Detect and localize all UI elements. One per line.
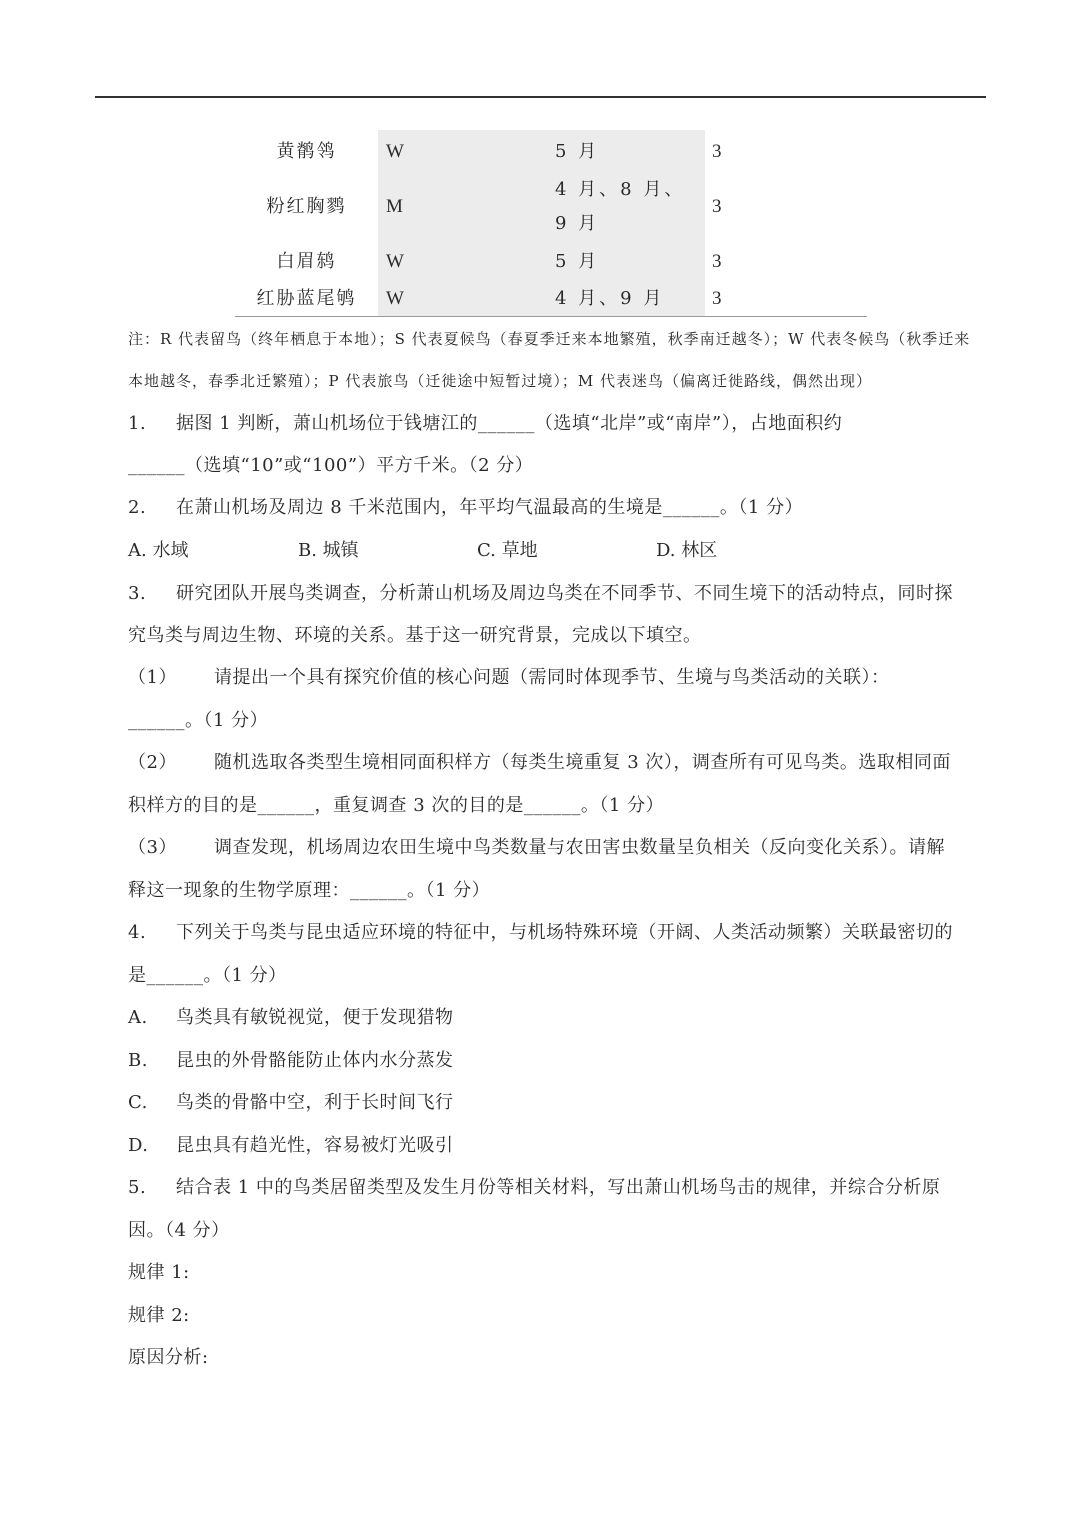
option-letter: B. xyxy=(128,1050,148,1071)
option-c xyxy=(128,1091,454,1115)
residence-type: M xyxy=(386,196,403,217)
option-letter: A. xyxy=(128,1007,148,1028)
question-2 xyxy=(128,496,803,520)
question-number: 1. xyxy=(128,413,147,434)
occurrence-months: 4 月、9 月 xyxy=(555,288,665,309)
question-number: 2. xyxy=(128,497,147,518)
sub-number: （3） xyxy=(128,837,177,858)
question-4 xyxy=(128,921,953,945)
option-letter: D. xyxy=(128,1135,149,1156)
question-4-cont: 是______。（1 分） xyxy=(128,965,287,986)
occurrence-months: 5 月 xyxy=(555,251,600,272)
option-a xyxy=(128,1006,454,1030)
question-3-cont: 究鸟类与周边生物、环境的关系。基于这一研究背景，完成以下填空。 xyxy=(128,625,702,646)
option-d: D. 林区 xyxy=(656,540,718,561)
question-3-sub-1 xyxy=(128,666,890,690)
sub-number: （2） xyxy=(128,752,177,773)
strike-count: 3 xyxy=(712,141,722,162)
sub-number: （1） xyxy=(128,667,177,688)
reason-analysis-label: 原因分析: xyxy=(128,1347,209,1368)
occurrence-months: 5 月 xyxy=(555,141,600,162)
question-text: 研究团队开展鸟类调查，分析萧山机场及周边鸟类在不同季节、不同生境下的活动特点，同时探 xyxy=(176,583,953,604)
residence-type: W xyxy=(386,251,404,272)
rule-2-label: 规律 2: xyxy=(128,1305,190,1326)
bird-name: 白眉鸫 xyxy=(276,251,337,272)
sub-text: 随机选取各类型生境相同面积样方（每类生境重复 3 次），调查所有可见鸟类。选取相同面 xyxy=(214,752,951,773)
question-3-sub-2 xyxy=(128,751,951,775)
top-rule xyxy=(95,96,986,98)
sub-text: 请提出一个具有探究价值的核心问题（需同时体现季节、生境与鸟类活动的关联）： xyxy=(214,667,890,688)
residence-type: W xyxy=(386,288,404,309)
strike-count: 3 xyxy=(712,251,722,272)
option-letter: C. xyxy=(128,1092,148,1113)
question-text: 下列关于鸟类与昆虫适应环境的特征中，与机场特殊环境（开阔、人类活动频繁）关联最密切的 xyxy=(176,922,953,943)
option-text: 昆虫的外骨骼能防止体内水分蒸发 xyxy=(176,1050,454,1071)
bird-name: 黄鹡鸰 xyxy=(276,141,337,162)
question-3-sub-3 xyxy=(128,836,945,860)
sub-text: 调查发现，机场周边农田生境中鸟类数量与农田害虫数量呈负相关（反向变化关系）。请解 xyxy=(214,837,945,858)
question-text: 结合表 1 中的鸟类居留类型及发生月份等相关材料，写出萧山机场鸟击的规律，并综合分析原 xyxy=(176,1177,941,1198)
option-text: 昆虫具有趋光性，容易被灯光吸引 xyxy=(176,1135,454,1156)
question-text: 据图 1 判断，萧山机场位于钱塘江的______（选填“北岸”或“南岸”），占地面积约 xyxy=(176,413,843,434)
option-b: B. 城镇 xyxy=(298,540,359,561)
table-note-line-1: 注：R 代表留鸟（终年栖息于本地）；S 代表夏候鸟（春夏季迁来本地繁殖，秋季南迁越冬）；W 代表冬候鸟（秋季迁来 xyxy=(128,330,971,348)
option-d xyxy=(128,1134,454,1158)
rule-1-label: 规律 1: xyxy=(128,1262,190,1283)
question-number: 5. xyxy=(128,1177,147,1198)
residence-type: W xyxy=(386,141,404,162)
question-text: 在萧山机场及周边 8 千米范围内，年平均气温最高的生境是______。（1 分） xyxy=(176,497,804,518)
option-text: 鸟类的骨骼中空，利于长时间飞行 xyxy=(176,1092,454,1113)
table-note-line-2: 本地越冬，春季北迁繁殖）；P 代表旅鸟（迁徙途中短暂过境）；M 代表迷鸟（偏离迁徙路线，偶然出现） xyxy=(128,372,872,390)
question-5 xyxy=(128,1176,940,1200)
option-b xyxy=(128,1049,454,1073)
question-1-cont: ______（选填“10”或“100”）平方千米。（2 分） xyxy=(128,455,534,476)
strike-count: 3 xyxy=(712,196,722,217)
option-c: C. 草地 xyxy=(477,540,538,561)
bird-name: 粉红胸鹨 xyxy=(266,196,347,217)
option-a: A. 水域 xyxy=(128,540,189,561)
question-3-sub-2-cont: 积样方的目的是______，重复调查 3 次的目的是______。（1 分） xyxy=(128,795,665,816)
question-3-sub-3-cont: 释这一现象的生物学原理：______。（1 分） xyxy=(128,880,491,901)
question-3 xyxy=(128,582,953,606)
question-5-cont: 因。（4 分） xyxy=(128,1220,230,1241)
strike-count: 3 xyxy=(712,288,722,309)
question-3-sub-1-cont: ______。（1 分） xyxy=(128,710,269,731)
question-1 xyxy=(128,412,842,436)
question-number: 3. xyxy=(128,583,147,604)
bird-name: 红胁蓝尾鸲 xyxy=(256,288,357,309)
question-number: 4. xyxy=(128,922,147,943)
occurrence-months: 4 月、8 月、9 月 xyxy=(555,179,686,234)
option-text: 鸟类具有敏锐视觉，便于发现猎物 xyxy=(176,1007,454,1028)
table-bottom-rule xyxy=(235,316,867,317)
